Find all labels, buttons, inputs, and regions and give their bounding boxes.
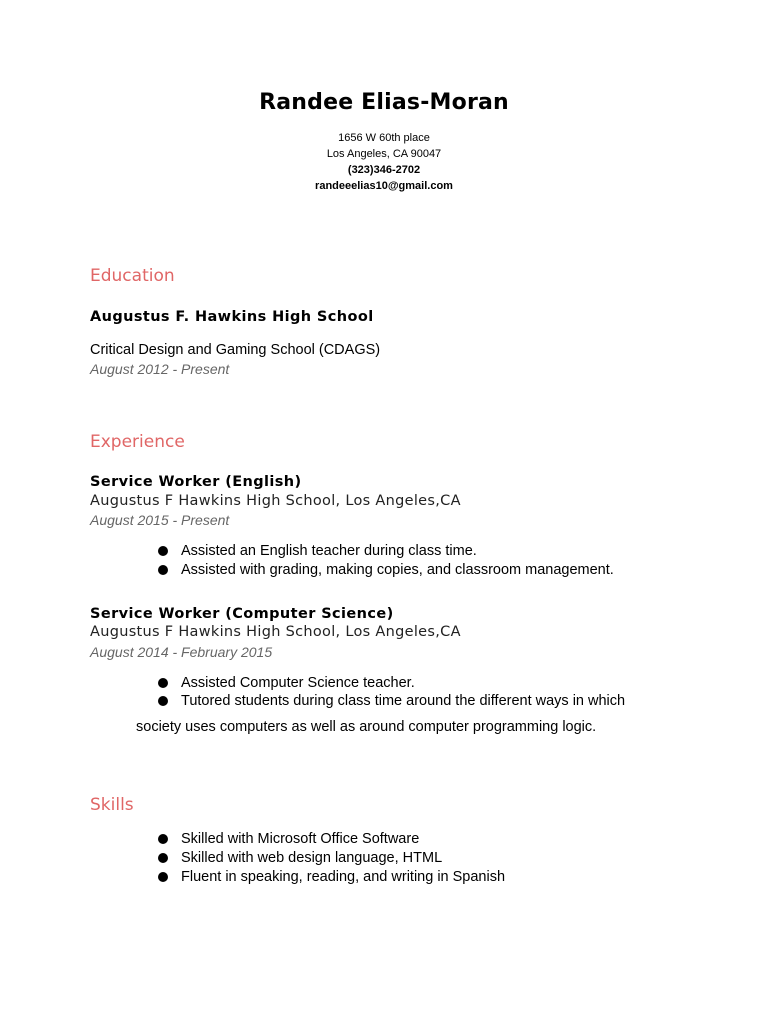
- email-address: randeeelias10@gmail.com: [315, 180, 453, 192]
- job-title: Service Worker (Computer Science): [90, 606, 394, 622]
- list-item-text: Fluent in speaking, reading, and writing in Spanish: [181, 869, 506, 885]
- education-heading: Education: [90, 266, 175, 286]
- list-item-text: Assisted Computer Science teacher.: [181, 675, 415, 691]
- address-line-2: Los Angeles, CA 90047: [326, 148, 442, 160]
- bullet-icon: [158, 853, 168, 863]
- bullet-icon: [158, 546, 168, 556]
- list-item-text: Assisted with grading, making copies, and classroom management.: [181, 562, 614, 578]
- list-item: [158, 850, 442, 866]
- list-item: [158, 543, 477, 559]
- bullet-icon: [158, 678, 168, 688]
- bullet-icon: [158, 834, 168, 844]
- list-item-text: Skilled with web design language, HTML: [181, 850, 443, 866]
- list-item-text: Tutored students during class time around the different ways in which: [181, 693, 626, 709]
- list-item: [158, 675, 415, 691]
- education-school: Augustus F. Hawkins High School: [90, 309, 374, 325]
- experience-heading: Experience: [90, 432, 185, 452]
- resume-name: Randee Elias-Moran: [259, 90, 509, 115]
- list-item-continuation: society uses computers as well as around computer programming logic.: [136, 719, 597, 735]
- job-dates: August 2014 - February 2015: [90, 644, 273, 660]
- job-title: Service Worker (English): [90, 474, 302, 490]
- address-line-1: 1656 W 60th place: [338, 132, 430, 144]
- education-program: Critical Design and Gaming School (CDAGS): [90, 342, 381, 358]
- skills-heading: Skills: [90, 795, 134, 815]
- list-item: [158, 562, 614, 578]
- bullet-icon: [158, 696, 168, 706]
- bullet-icon: [158, 565, 168, 575]
- job-dates: August 2015 - Present: [90, 512, 230, 528]
- job-organization: Augustus F Hawkins High School, Los Angeles,CA: [90, 493, 461, 509]
- list-item-text: Assisted an English teacher during class time.: [181, 543, 477, 559]
- list-item: [158, 831, 419, 847]
- education-dates: August 2012 - Present: [90, 361, 230, 377]
- list-item: [158, 869, 505, 885]
- list-item: [158, 693, 625, 709]
- bullet-icon: [158, 872, 168, 882]
- job-organization: Augustus F Hawkins High School, Los Angeles,CA: [90, 624, 461, 640]
- list-item-text: Skilled with Microsoft Office Software: [181, 831, 420, 847]
- phone-number: (323)346-2702: [347, 164, 421, 176]
